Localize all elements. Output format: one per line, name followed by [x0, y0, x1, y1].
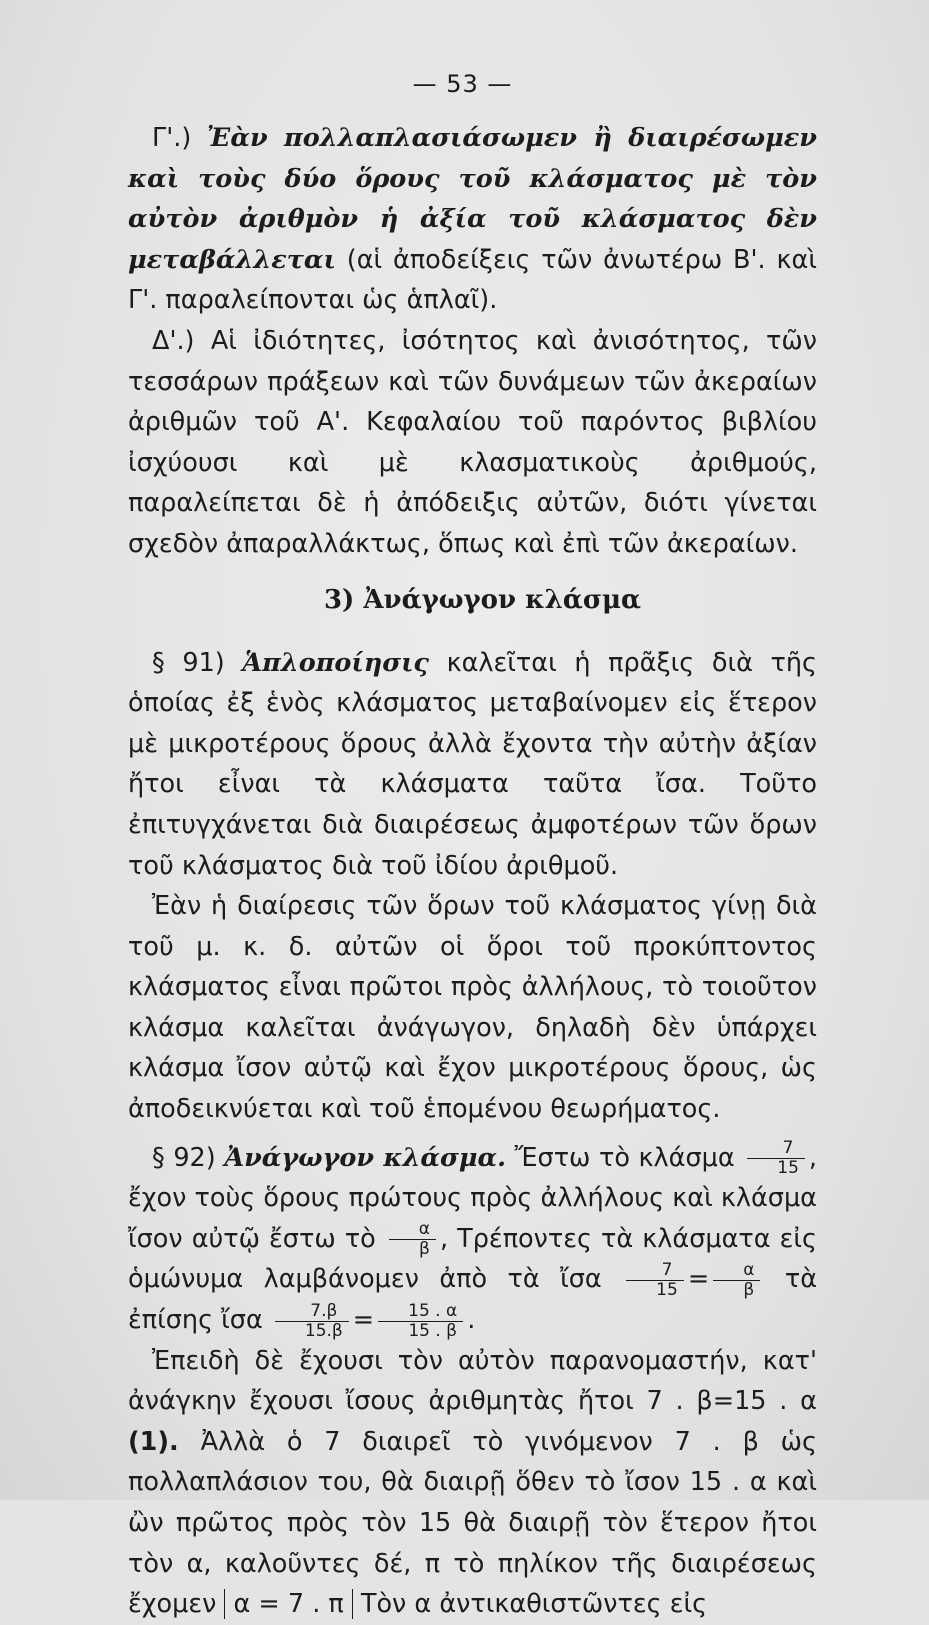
- paragraph-since-text-1: Ἐπειδὴ δὲ ἔχουσι τὸν αὐτὸν παρανομαστήν, κατ' ἀνάγκην ἔχουσι ἴσους ἀριθμητὰς ἤτοι 7 . β=15 . α: [128, 1345, 817, 1417]
- paragraph-irreducible: Ἐὰν ἡ διαίρεσις τῶν ὅρων τοῦ κλάσματος γίνῃ διὰ τοῦ μ. κ. δ. αὐτῶν οἱ ὅροι τοῦ προκύπτοντος κλάσματος εἶναι πρῶτοι πρὸς ἀλλήλους, τὸ τοιοῦτον κλάσμα καλεῖται ἀνάγωγον, δηλαδὴ δὲν ὑπάρχει κλάσμα ἴσον αὐτῷ καὶ ἔχον μικροτέρους ὅρους, ὡς ἀποδεικνύεται καὶ τοῦ ἑπομένου θεωρήματος.: [128, 891, 817, 1125]
- paragraph-since: [128, 1341, 817, 1625]
- fraction-a-b: $\frac{\alpha}{\beta}$: [389, 1220, 436, 1259]
- equation-reference: (1).: [128, 1426, 179, 1457]
- section-92-text-4: τὰ ἐπίσης ἴσα: [128, 1264, 818, 1336]
- section-91-term: Ἁπλοποίησις: [242, 647, 429, 678]
- section-92-text-1: Ἔστω τὸ κλάσμα: [514, 1142, 735, 1173]
- paragraph-since-text-3: Τὸν α ἀντικαθιστῶντες εἰς: [360, 1589, 708, 1620]
- section-92-label: § 92): [152, 1142, 216, 1173]
- section-91-label: § 91): [152, 647, 225, 678]
- paragraph-since-text-2: Ἀλλὰ ὁ 7 διαιρεῖ τὸ γινόμενον 7 . β ὡς πολλαπλάσιον του, θὰ διαιρῇ ὅθεν τὸ ἴσον 15 . α καὶ ὢν πρῶτος πρὸς τὸν 15 θὰ διαιρῇ τὸν ἕτερον ἤτοι τὸν α, καλοῦντες δέ, π τὸ πηλίκον τῆς διαιρέσεως ἔχομεν: [128, 1426, 817, 1620]
- equals-sign-2: =: [352, 1305, 375, 1336]
- equation-fraction-7-15: $\frac{7}{15}$: [626, 1261, 684, 1300]
- period: .: [467, 1305, 476, 1336]
- section-heading: 3) Ἀνάγωγον κλάσμα: [323, 584, 642, 615]
- paragraph-gamma-rule: Ἐὰν πολλαπλασιάσωμεν ἢ διαιρέσωμεν καὶ τοὺς δύο ὅρους τοῦ κλάσματος μὲ τὸν αὐτὸν ἀριθμὸν ἡ ἀξία τοῦ κλάσματος δὲν μεταβάλλεται: [128, 123, 818, 275]
- section-91: [128, 643, 817, 887]
- equals-sign: =: [687, 1264, 710, 1295]
- paragraph-delta: Δ'.) Αἱ ἰδιότητες, ἰσότητος καὶ ἀνισότητος, τῶν τεσσάρων πράξεων καὶ τῶν δυνάμεων τῶν ἀκεραίων ἀριθμῶν τοῦ Α'. Κεφαλαίου τοῦ παρόντος βιβλίου ἰσχύουσι καὶ μὲ κλασματικοὺς ἀριθμούς, παραλείπεται δὲ ἡ ἀπόδειξις αὐτῶν, διότι γίνεται σχεδὸν ἀπαραλλάκτως, ὅπως καὶ ἐπὶ τῶν ἀκεραίων.: [128, 325, 817, 559]
- section-91-text: καλεῖται ἡ πρᾶξις διὰ τῆς ὁποίας ἐξ ἑνὸς κλάσματος μεταβαίνομεν εἰς ἕτερον μὲ μικροτέρους ὅρους ἀλλὰ ἔχοντα τὴν αὐτὴν ἀξίαν ἤτοι εἶναι τὰ κλάσματα ταῦτα ἴσα. Τοῦτο ἐπιτυγχάνεται διὰ διαιρέσεως ἀμφοτέρων τῶν ὅρων τοῦ κλάσματος διὰ τοῦ ἰδίου ἀριθμοῦ.: [128, 647, 818, 881]
- section-92-term: Ἀνάγωγον κλάσμα.: [224, 1142, 507, 1173]
- paragraph-gamma-note: (αἱ ἀποδείξεις τῶν ἀνωτέρω Β'. καὶ Γ'. παραλείπονται ὡς ἁπλαῖ).: [128, 244, 817, 316]
- equation-fraction-a-b: $\frac{\alpha}{\beta}$: [713, 1261, 760, 1300]
- fraction-7b-15b: $\frac{7.\beta}{15.\beta}$: [275, 1302, 349, 1341]
- section-92-text-3: , Τρέποντες τὰ κλάσματα εἰς ὁμώνυμα λαμβάνομεν ἀπὸ τὰ ἴσα: [128, 1223, 818, 1295]
- paragraph-gamma: [128, 118, 817, 321]
- section-92-text-2: , ἔχον τοὺς ὅρους πρώτους πρὸς ἀλλήλους καὶ κλάσμα ἴσον αὐτῷ ἔστω τὸ: [128, 1142, 817, 1254]
- page-number: — 53 —: [412, 70, 513, 98]
- section-92: [128, 1138, 817, 1341]
- boxed-equation: α = 7 . π: [224, 1589, 352, 1619]
- fraction-7-15: $\frac{7}{15}$: [747, 1139, 805, 1178]
- fraction-15a-15b: $\frac{15 . \alpha}{15 . \beta}$: [378, 1302, 463, 1341]
- paragraph-gamma-label: Γ'.): [152, 123, 192, 153]
